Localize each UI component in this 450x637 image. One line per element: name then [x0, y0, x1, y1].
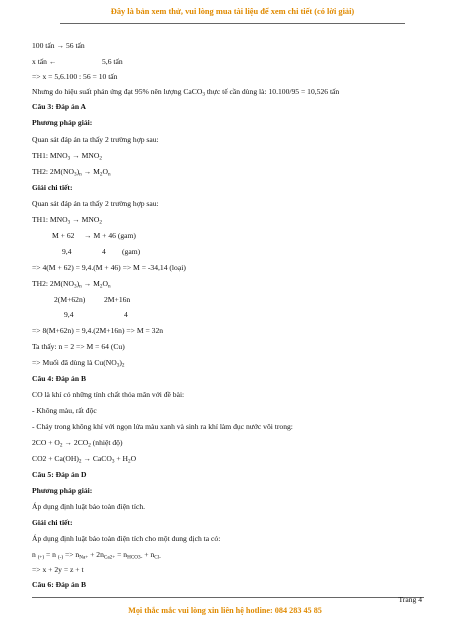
- section-heading: Phương pháp giải:: [32, 486, 93, 495]
- text-line: => x = 5,6.100 : 56 = 10 tấn: [32, 72, 118, 81]
- text-line: => Muối đã dùng là $Cu(NO_3)_2$: [32, 358, 125, 369]
- question-heading: Câu 3: Đáp án A: [32, 102, 87, 111]
- text-line: $2CO + O_2 \to 2CO_2$ (nhiệt độ): [32, 438, 123, 449]
- text-line: TH2: $2M(NO_3)_n \to M_2O_n$: [32, 279, 111, 290]
- text-line: Quan sát đáp án ta thấy 2 trường hợp sau:: [32, 135, 159, 144]
- text-line: TH2: $2M(NO_3)_n \to M_2O_n$: [32, 167, 111, 178]
- preview-notice: Đây là bản xem thử, vui lòng mua tài liệu để xem chi tiết (có lời giải): [110, 7, 355, 16]
- text-line: 2(M+62n) 2M+16n: [54, 295, 131, 304]
- text-line: Ta thấy: n = 2 => M = 64 (Cu): [32, 342, 125, 351]
- text-line: CO là khí có những tính chất thỏa mãn với đề bài:: [32, 390, 185, 399]
- text-line: => x + 2y = z + t: [32, 565, 84, 574]
- text-line: n $_{(+)}$ = n $_{(-)} => n_{Na+} + 2n_{Ca2+} = n_{HCO3-} + n_{Cl-}$: [32, 550, 161, 561]
- text-line: M + 62 → M + 46 (gam): [52, 231, 136, 240]
- text-line: Áp dụng định luật bảo toàn điện tích.: [32, 502, 146, 511]
- section-heading: Giải chi tiết:: [32, 183, 73, 192]
- hotline-notice: Mọi thắc mắc vui lòng xin liên hệ hotline: 084 283 45 85: [128, 606, 322, 615]
- text-line: - Cháy trong không khí với ngọn lửa màu xanh và sinh ra khí làm đục nước vôi trong:: [32, 422, 293, 431]
- text-line: => 8(M+62n) = 9,4.(2M+16n) => M = 32n: [32, 326, 164, 335]
- page-header: [60, 4, 405, 24]
- question-heading: Câu 4: Đáp án B: [32, 374, 87, 383]
- text-line: - Không màu, rất độc: [32, 406, 97, 415]
- text-line: 9,4 4: [64, 310, 128, 319]
- section-heading: Phương pháp giải:: [32, 118, 93, 127]
- footer-divider: [32, 597, 424, 598]
- text-line: x tấn ← 5,6 tấn: [32, 57, 123, 66]
- text-line: TH1: $MNO_3 \to MNO_2$: [32, 215, 102, 226]
- section-heading: Giải chi tiết:: [32, 518, 73, 527]
- text-line: TH1: $MNO_3 \to MNO_2$: [32, 151, 102, 162]
- text-line: Nhưng do hiệu suất phản ứng đạt 95% nên lượng CaCO$_3$ thực tế cần dùng là: 10.100/95 = 10,526 tấn: [32, 87, 340, 98]
- text-line: Áp dụng định luật bảo toàn điện tích cho một dung dịch ta có:: [32, 534, 221, 543]
- page-number: Trang 4: [398, 595, 422, 604]
- text-line: 100 tấn → 56 tấn: [32, 41, 85, 50]
- text-line: $CO2 + Ca(OH)_2$ → CaCO$_3$ + $H_2O$: [32, 454, 137, 465]
- question-heading: Câu 5: Đáp án D: [32, 470, 87, 479]
- question-heading: Câu 6: Đáp án B: [32, 580, 87, 589]
- text-line: => 4(M + 62) = 9,4.(M + 46) => M = -34,14 (loại): [32, 263, 186, 272]
- text-line: Quan sát đáp án ta thấy 2 trường hợp sau:: [32, 199, 159, 208]
- text-line: 9,4 4 (gam): [62, 247, 141, 256]
